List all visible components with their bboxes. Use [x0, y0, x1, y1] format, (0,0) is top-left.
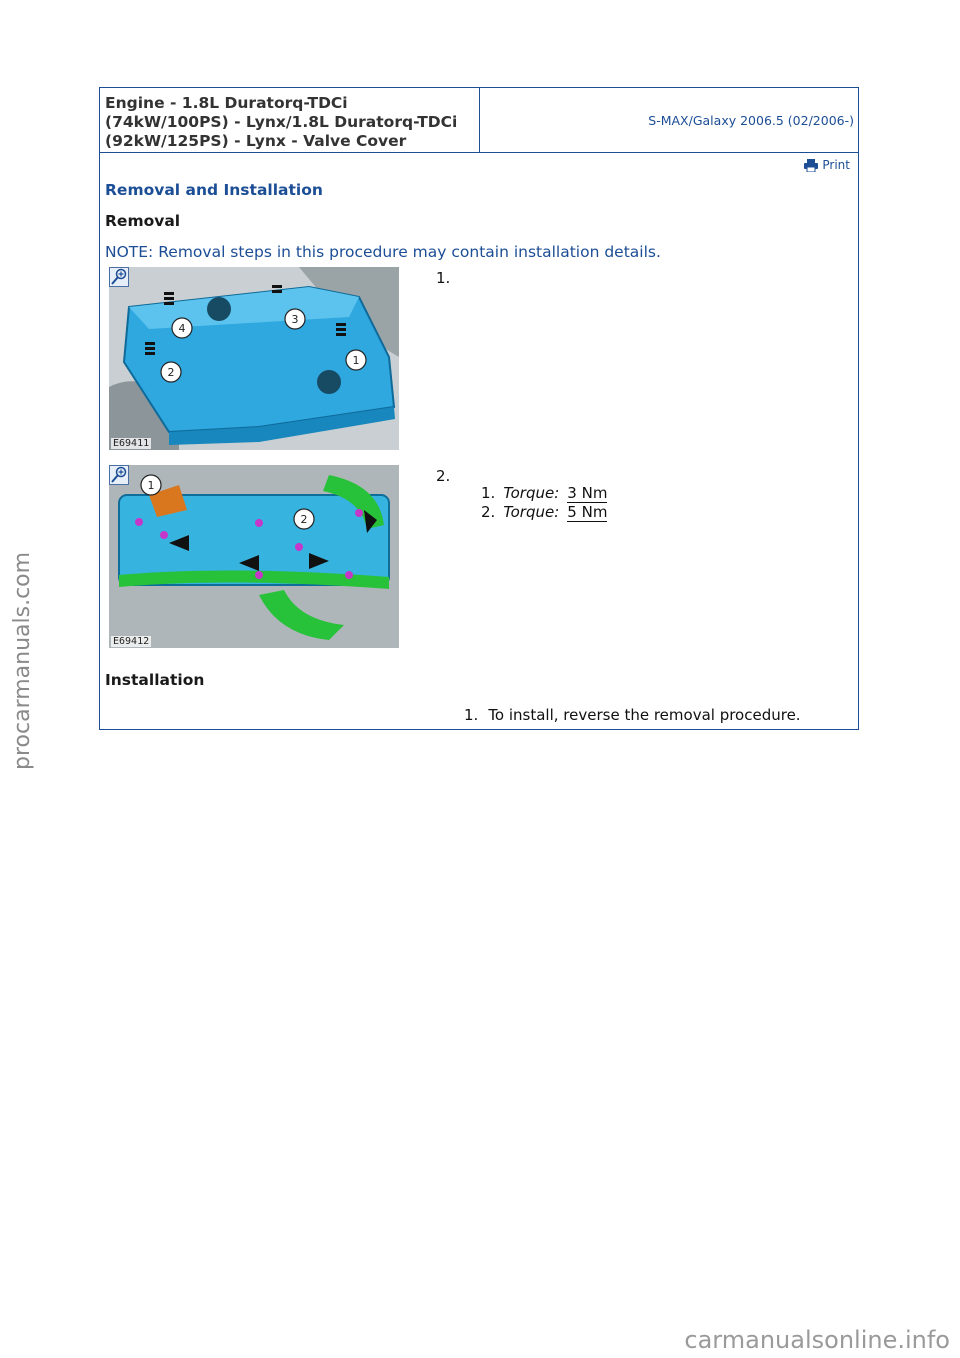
list-number: 2.: [481, 503, 496, 521]
removal-heading: Removal: [105, 212, 181, 230]
figure-code: E69412: [113, 636, 150, 647]
valve-cover-illustration: [109, 267, 399, 450]
print-button[interactable]: [804, 158, 850, 172]
bottom-watermark: carmanualsonline.info: [684, 1326, 950, 1354]
zoom-icon[interactable]: [109, 465, 129, 485]
removal-note: NOTE: Removal steps in this procedure may contain installation details.: [105, 243, 661, 261]
engine-bay-illustration: [109, 465, 399, 648]
torque-label: Torque:: [503, 484, 560, 502]
torque-label: Torque:: [503, 503, 560, 521]
step-2-figure[interactable]: [109, 465, 399, 648]
step-number: 1.: [436, 269, 451, 287]
torque-value-link[interactable]: 5 Nm: [567, 503, 608, 521]
svg-text:1: 1: [352, 354, 360, 367]
list-item: [481, 484, 607, 503]
list-item: [481, 503, 607, 522]
svg-text:2: 2: [167, 366, 175, 379]
torque-value-link[interactable]: 3 Nm: [567, 484, 608, 502]
vehicle-model-label: S-MAX/Galaxy 2006.5 (02/2006-): [648, 113, 854, 128]
svg-text:1: 1: [147, 479, 155, 492]
zoom-icon[interactable]: [109, 267, 129, 287]
figure-code: E69411: [113, 438, 150, 449]
step-number: 1.: [464, 706, 479, 724]
installation-heading: Installation: [105, 671, 205, 689]
list-item: [464, 706, 801, 724]
document-header: [100, 88, 858, 153]
step-1-figure[interactable]: [109, 267, 399, 450]
header-divider: [479, 88, 480, 152]
svg-text:4: 4: [178, 322, 186, 335]
svg-text:3: 3: [291, 313, 299, 326]
svg-text:2: 2: [300, 513, 308, 526]
step-number: 2.: [436, 467, 451, 485]
step-text: To install, reverse the removal procedure.: [488, 706, 801, 724]
document-frame: [99, 87, 859, 730]
side-watermark: procarmanuals.com: [10, 551, 35, 770]
page-title: Engine - 1.8L Duratorq-TDCi (74kW/100PS) - Lynx/1.8L Duratorq-TDCi (92kW/125PS) - Lynx - Valve Cover: [105, 94, 458, 150]
torque-list: [481, 484, 607, 522]
list-number: 1.: [481, 484, 496, 502]
section-title: Removal and Installation: [105, 181, 323, 199]
print-label: Print: [822, 158, 850, 172]
printer-icon: [804, 159, 818, 172]
